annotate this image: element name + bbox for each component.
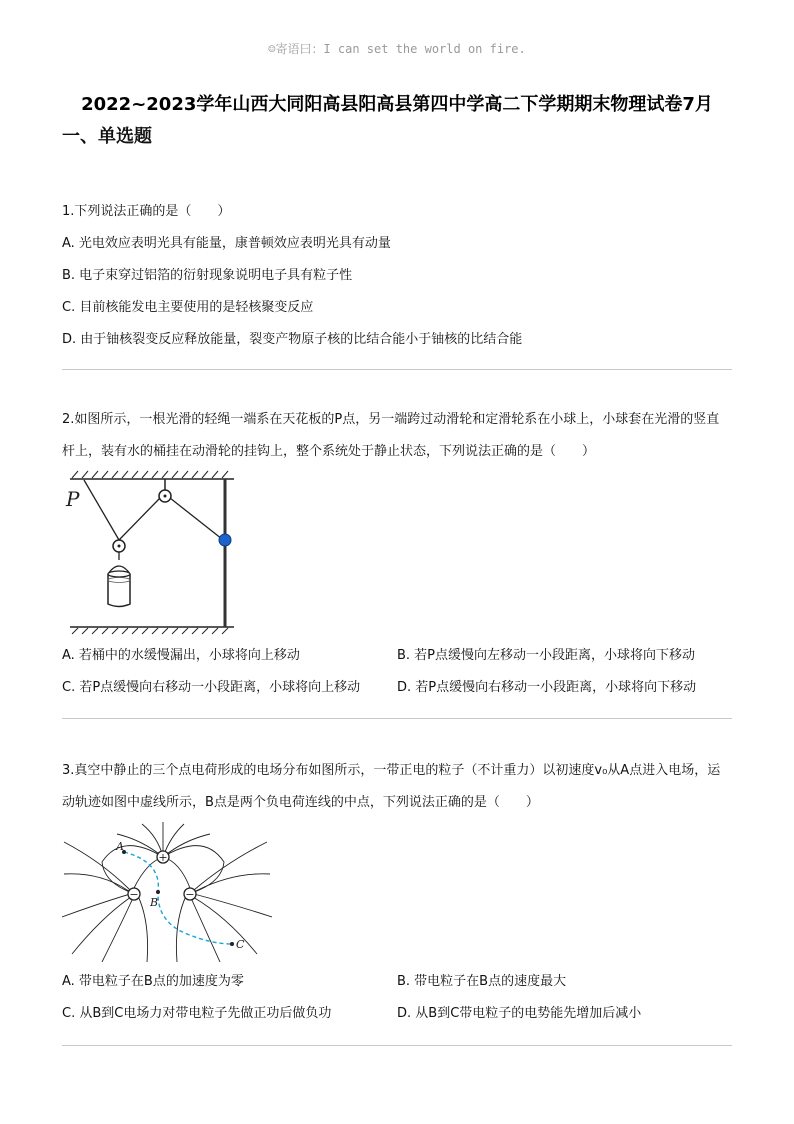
q2-option-d: D. 若P点缓慢向右移动一小段距离，小球将向下移动 [397, 680, 697, 695]
divider [62, 1045, 732, 1046]
motto-header: ☺寄语曰：I can set the world on fire. [268, 42, 526, 56]
electric-field-figure [62, 822, 272, 962]
exam-title: 2022~2023学年山西大同阳高县阳高县第四中学高二下学期期末物理试卷7月 [81, 94, 713, 115]
question-2 [62, 404, 732, 468]
q3-option-b: B. 带电粒子在B点的速度最大 [397, 974, 567, 989]
point-p-label: P [66, 487, 80, 511]
point-a-label: A [116, 840, 124, 853]
positive-charge-sign: + [158, 851, 168, 864]
point-c-label: C [236, 938, 245, 951]
q1-option-c: C. 目前核能发电主要使用的是轻核聚变反应 [62, 300, 314, 315]
q1-option-d: D. 由于铀核裂变反应释放能量，裂变产物原子核的比结合能小于铀核的比结合能 [62, 332, 523, 347]
negative-charge-left-sign: − [129, 888, 139, 901]
q1-option-b: B. 电子束穿过铝箔的衍射现象说明电子具有粒子性 [62, 268, 353, 283]
question-1-stem: 1.下列说法正确的是（ ） [62, 204, 231, 219]
question-2-stem: 2.如图所示，一根光滑的轻绳一端系在天花板的P点，另一端跨过动滑轮和定滑轮系在小球上，小球套在光滑的竖直杆上，装有水的桶挂在动滑轮的挂钩上，整个系统处于静止状态，下列说法正确的是（ ） [62, 412, 720, 459]
divider [62, 369, 732, 370]
section-heading: 一、单选题 [62, 126, 152, 147]
question-2-options [62, 640, 732, 704]
question-3 [62, 755, 732, 819]
q3-option-d: D. 从B到C带电粒子的电势能先增加后减小 [397, 1006, 642, 1021]
divider [62, 718, 732, 719]
rope [84, 480, 160, 540]
q2-option-c: C. 若P点缓慢向右移动一小段距离，小球将向上移动 [62, 680, 361, 695]
question-3-options [62, 966, 732, 1030]
bucket [108, 574, 130, 607]
q3-option-c: C. 从B到C电场力对带电粒子先做正功后做负功 [62, 1006, 332, 1021]
negative-charge-right-sign: − [185, 888, 195, 901]
q2-option-a: A. 若桶中的水缓慢漏出，小球将向上移动 [62, 648, 300, 663]
question-3-stem: 3.真空中静止的三个点电荷形成的电场分布如图所示，一带正电的粒子（不计重力）以初速度v₀从A点进入电场，运动轨迹如图中虚线所示，B点是两个负电荷连线的中点，下列说法正确的是（ ） [62, 763, 721, 810]
point-b-label: B [150, 896, 159, 909]
q2-option-b: B. 若P点缓慢向左移动一小段距离，小球将向下移动 [397, 648, 696, 663]
particle-trajectory [124, 852, 232, 944]
q1-option-a: A. 光电效应表明光具有能量，康普顿效应表明光具有动量 [62, 236, 391, 251]
pulley-figure [62, 470, 242, 636]
q3-option-a: A. 带电粒子在B点的加速度为零 [62, 974, 244, 989]
ball [219, 534, 231, 546]
ceiling-hatch [72, 471, 228, 478]
floor-hatch [72, 628, 228, 634]
question-1 [62, 196, 732, 356]
